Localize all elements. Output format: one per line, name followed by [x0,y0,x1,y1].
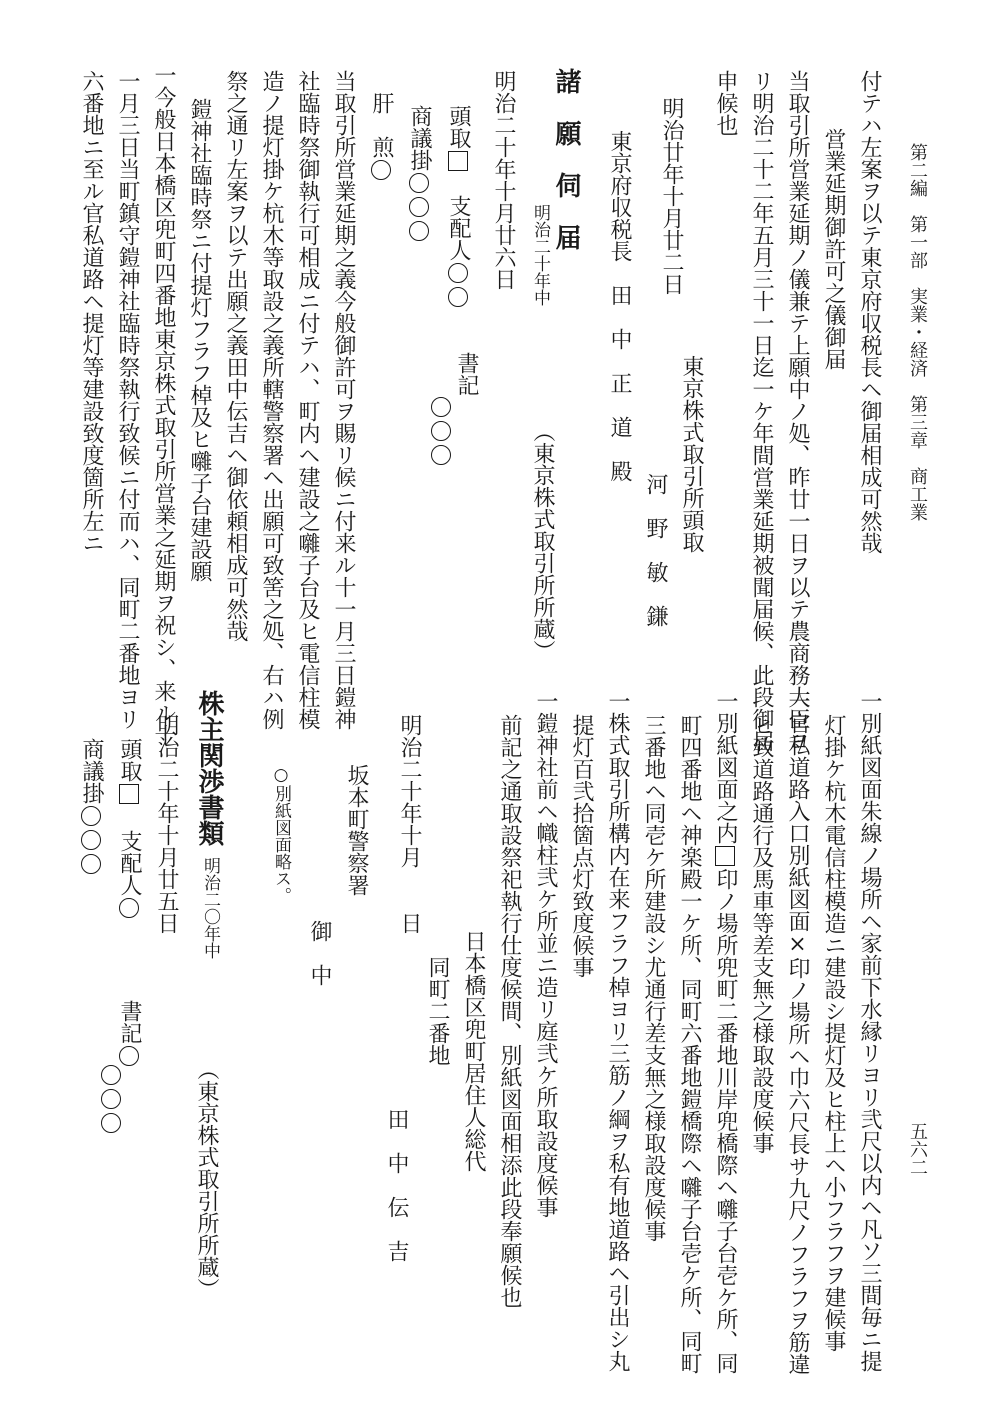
upper-col-16: 造ノ提灯掛ケ杭木等取設之義所轄警察署ヘ出願可致筈之処、右ハ例 [259,70,284,730]
lower-col-14: 明治二十年十月 日 [397,714,422,934]
officer-kimoiri-label: 肝 煎 [369,92,394,158]
seal-icon [409,173,429,193]
officer-row-council [408,105,430,243]
upper-col-1: 付テハ左案ヲ以テ東京府収税長ヘ御届相成可然哉 [857,70,882,554]
seal-icon [448,151,468,171]
seal-icon [101,1089,121,1109]
upper-col-date: 明治廿年十月廿二日 [659,97,684,295]
officer-clerk-label: 書記 [454,352,479,396]
officer-row-kimoiri [370,92,392,182]
lower-col-3: 一官私道路入口別紙図面×印ノ場所ヘ巾六尺長サ九尺ノフラフヲ筋違 [785,690,810,1375]
seal-icon [119,784,139,804]
lower-col-9: 提灯百弐拾箇点灯致度候事 [569,714,594,978]
lower-col-17: ○別紙図面略ス。 [271,765,291,904]
seal-icon [81,806,101,826]
upper-col-15: 社臨時祭御執行可相成ニ付テハ、町内ヘ建設之囃子台及ヒ電信柱模 [295,70,320,730]
upper-exchange-president: 東京株式取引所頭取 [679,355,704,553]
upper-addressee: 東京府収税長 田 中 正 道 殿 [607,130,632,482]
square-mark-icon [715,846,735,866]
officer-row-head [447,105,469,173]
seal-icon [431,397,451,417]
lower-col-12: 日本橋区兜町居住人総代 [461,930,486,1172]
seal-icon [448,263,468,283]
section-date-kabunushi: 明治二〇年中 [200,857,220,959]
seal-icon [448,287,468,307]
officer-clerk-seals [430,395,452,467]
lower-col-11: 前記之通取設祭祀執行仕度候間、別紙図面相添此段奉願候也 [497,714,522,1308]
lower-col-2: 灯掛ケ杭木電信柱模造ニ建設シ提灯及ヒ柱上ヘ小フラフヲ建候事 [821,714,846,1352]
lower-col-15: 坂本町警察署 [344,764,369,896]
lower-col-16: 御 中 [307,920,332,986]
seal-icon [409,197,429,217]
lower-col-6: 町四番地ヘ神楽殿一ケ所、同町六番地鎧橋際ヘ囃子台壱ケ所、同町 [677,714,702,1374]
lower-col-5 [714,690,736,1374]
upper-col-17: 祭之通リ左案ヲ以テ出願之義田中伝吉ヘ御依頼相成可然哉 [223,70,248,642]
upper-col-4: リ明治二十二年五月三十一日迄一ケ年間営業延期被聞届候、此段御届 [749,70,774,752]
lower-col-10: 一鎧神社前ヘ幟柱弐ケ所並ニ造リ庭弐ケ所取設度候事 [533,690,558,1218]
lower-col-1: 一別紙図面朱線ノ場所ヘ家前下水縁リヨリ弐尺以内ヘ凡ソ三間毎ニ提 [857,690,882,1372]
seal-icon [409,221,429,241]
upper-signatory: 河 野 敏 鎌 [643,473,668,627]
lower-officer-row-clerk [118,1000,140,1068]
section-date-shogan: 明治二十年中 [530,204,550,306]
lower-col-4: ヒ致道路通行及馬車等差支無之様取設度候事 [749,714,774,1154]
running-header: 第二編 第一部 実業・経済 第三章 商工業 [907,143,928,521]
officer-council-label: 商議掛 [407,105,432,171]
upper-col-5: 申候也 [713,70,738,136]
upper-col-20: 一月三日当町鎮守鎧神社臨時祭執行致候ニ付而ハ、同町二番地ヨリ [115,70,140,730]
upper-col-14: 当取引所営業延期之義今般御許可ヲ賜リ候ニ付来ル十一月三日鎧神 [331,70,356,730]
officer-row-clerk [455,352,477,412]
section-source-shogan: （東京株式取引所所蔵） [530,420,555,662]
lower-col-5-pre: 一別紙図面之内 [713,690,738,844]
lower-circular-date: 明治二十年十月廿五日 [154,714,179,934]
officer-row-manager [447,195,469,309]
lower-col-7: 三番地ヘ同壱ケ所建設シ尤通行差支無之様取設度候事 [641,714,666,1242]
lower-officer-row-head [118,738,140,806]
lower-officer-manager-label: 支配人 [117,830,142,896]
seal-icon [101,1065,121,1085]
lower-officer-clerk-seals [100,1063,122,1135]
lower-officer-council-label: 商議掛 [79,738,104,804]
seal-icon [101,1113,121,1133]
officer-head-label: 頭取 [446,105,471,149]
upper-circular-date: 明治二十年十月廿六日 [491,70,516,290]
seal-icon [119,1046,139,1066]
upper-col-19: 一今般日本橋区兜町四番地東京株式取引所営業之延期ヲ祝シ、来ル十 [151,64,176,746]
lower-officer-head-label: 頭取 [117,738,142,782]
upper-col-18: 鎧神社臨時祭ニ付提灯フラフ棹及ヒ囃子台建設願 [187,98,212,582]
upper-col-3: 当取引所営業延期ノ儀兼テ上願中ノ処、昨廿一日ヲ以テ農商務大臣ヨ [785,70,810,752]
upper-col-2: 営業延期御許可之儀御届 [821,128,846,370]
lower-officer-row-council [80,738,102,876]
seal-icon [81,854,101,874]
lower-officer-row-manager [118,830,140,920]
seal-icon [371,160,391,180]
page-number: 五六二 [907,1122,928,1176]
officer-manager-label: 支配人 [446,195,471,261]
lower-col-13a: 同町二番地 [425,956,450,1066]
section-title-shogan: 諸 願 伺 届 [551,68,581,250]
lower-col-5-post: 印ノ場所兜町二番地川岸兜橋際ヘ囃子台壱ケ所、同 [713,868,738,1374]
lower-officer-clerk-label: 書記 [117,1000,142,1044]
lower-col-13b: 田 中 伝 吉 [384,1108,409,1262]
seal-icon [431,421,451,441]
upper-col-21: 六番地ニ至ル官私道路ヘ提灯等建設致度箇所左ニ [79,70,104,554]
seal-icon [119,898,139,918]
lower-col-8: 一株式取引所構内在来フラフ棹ヨリ三筋ノ綱ヲ私有地道路ヘ引出シ丸 [605,690,630,1372]
section-source-kabunushi: （東京株式取引所所蔵） [194,1058,219,1300]
seal-icon [81,830,101,850]
seal-icon [431,445,451,465]
section-title-kabunushi: 株主関渉書類 [194,690,224,846]
